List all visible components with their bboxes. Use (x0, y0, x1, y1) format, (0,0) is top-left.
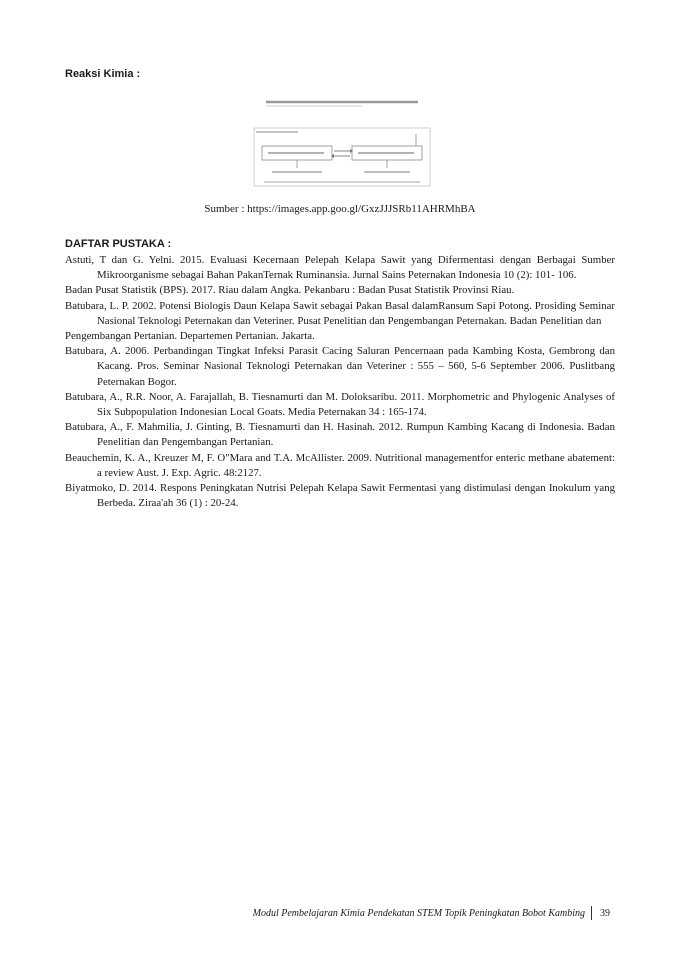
page-footer (253, 906, 610, 920)
reference-entry: Batubara, A. 2006. Perbandingan Tingkat Infeksi Parasit Cacing Saluran Pencernaan pada Kambing Kosta, Gembrong dan Kacang. Pros. Seminar Nasional Teknologi Peternakan dan Veteriner : 555 – 560, 5-6 September 2006. Puslitbang Peternakan Bogor. (65, 345, 615, 388)
figure-source: Sumber : https://images.app.goo.gl/GxzJJJSRb11AHRMhBA (204, 203, 476, 215)
reaction-scheme-image (252, 96, 432, 192)
reference-entry: Astuti, T dan G. Yelni. 2015. Evaluasi Kecernaan Pelepah Kelapa Sawit yang Difermentasi dengan Berbagai Sumber Mikroorganisme sebagai Bahan PakanTernak Ruminansia. Jurnal Sains Peternakan Indonesia 10 (2): 101- 106. (65, 254, 615, 282)
footer-divider (591, 906, 592, 920)
reference-entry: Batubara, A., R.R. Noor, A. Farajallah, B. Tiesnamurti dan M. Doloksaribu. 2011. Morphometric and Phylogenic Analyses of Six Subpopulation Indonesian Local Goats. Media Peternakan 34 : 165-174. (65, 390, 615, 419)
page-number: 39 (600, 907, 610, 919)
reference-entry: Batubara, A., F. Mahmilia, J. Ginting, B. Tiesnamurti dan H. Hasinah. 2012. Rumpun Kambing Kacang di Indonesia. Badan Penelitian dan Pengembangan Pertanian. (65, 421, 615, 449)
reference-entry: Batubara, L. P. 2002. Potensi Biologis Daun Kelapa Sawit sebagai Pakan Basal dalamRansum Sapi Potong. Prosiding Seminar Nasional Teknologi Peternakan dan Veteriner. Pusat Penelitian dan Pengembangan Peternakan. Badan Penelitian dan (65, 299, 615, 327)
reference-entry: Beauchemin, K. A., Kreuzer M, F. O"Mara and T.A. McAllister. 2009. Nutritional managementfor enteric methane abatement: a review Aust. J. Exp. Agric. 48:2127. (65, 451, 615, 479)
bibliography-heading: DAFTAR PUSTAKA : (65, 238, 172, 250)
reaction-figure (252, 96, 432, 192)
reference-entry: Badan Pusat Statistik (BPS). 2017. Riau dalam Angka. Pekanbaru : Badan Pusat Statistik Provinsi Riau. (65, 284, 515, 297)
bibliography-list (65, 253, 615, 511)
reference-entry: Biyatmoko, D. 2014. Respons Peningkatan Nutrisi Pelepah Kelapa Sawit Fermentasi yang distimulasi dengan Inokulum yang Berbeda. Ziraa'ah 36 (1) : 20-24. (65, 482, 615, 510)
reaction-heading: Reaksi Kimia : (65, 68, 141, 80)
reference-entry-continuation: Pengembangan Pertanian. Departemen Pertanian. Jakarta. (65, 330, 315, 343)
footer-title: Modul Pembelajaran Kimia Pendekatan STEM Topik Peningkatan Bobot Kambing (252, 907, 585, 919)
